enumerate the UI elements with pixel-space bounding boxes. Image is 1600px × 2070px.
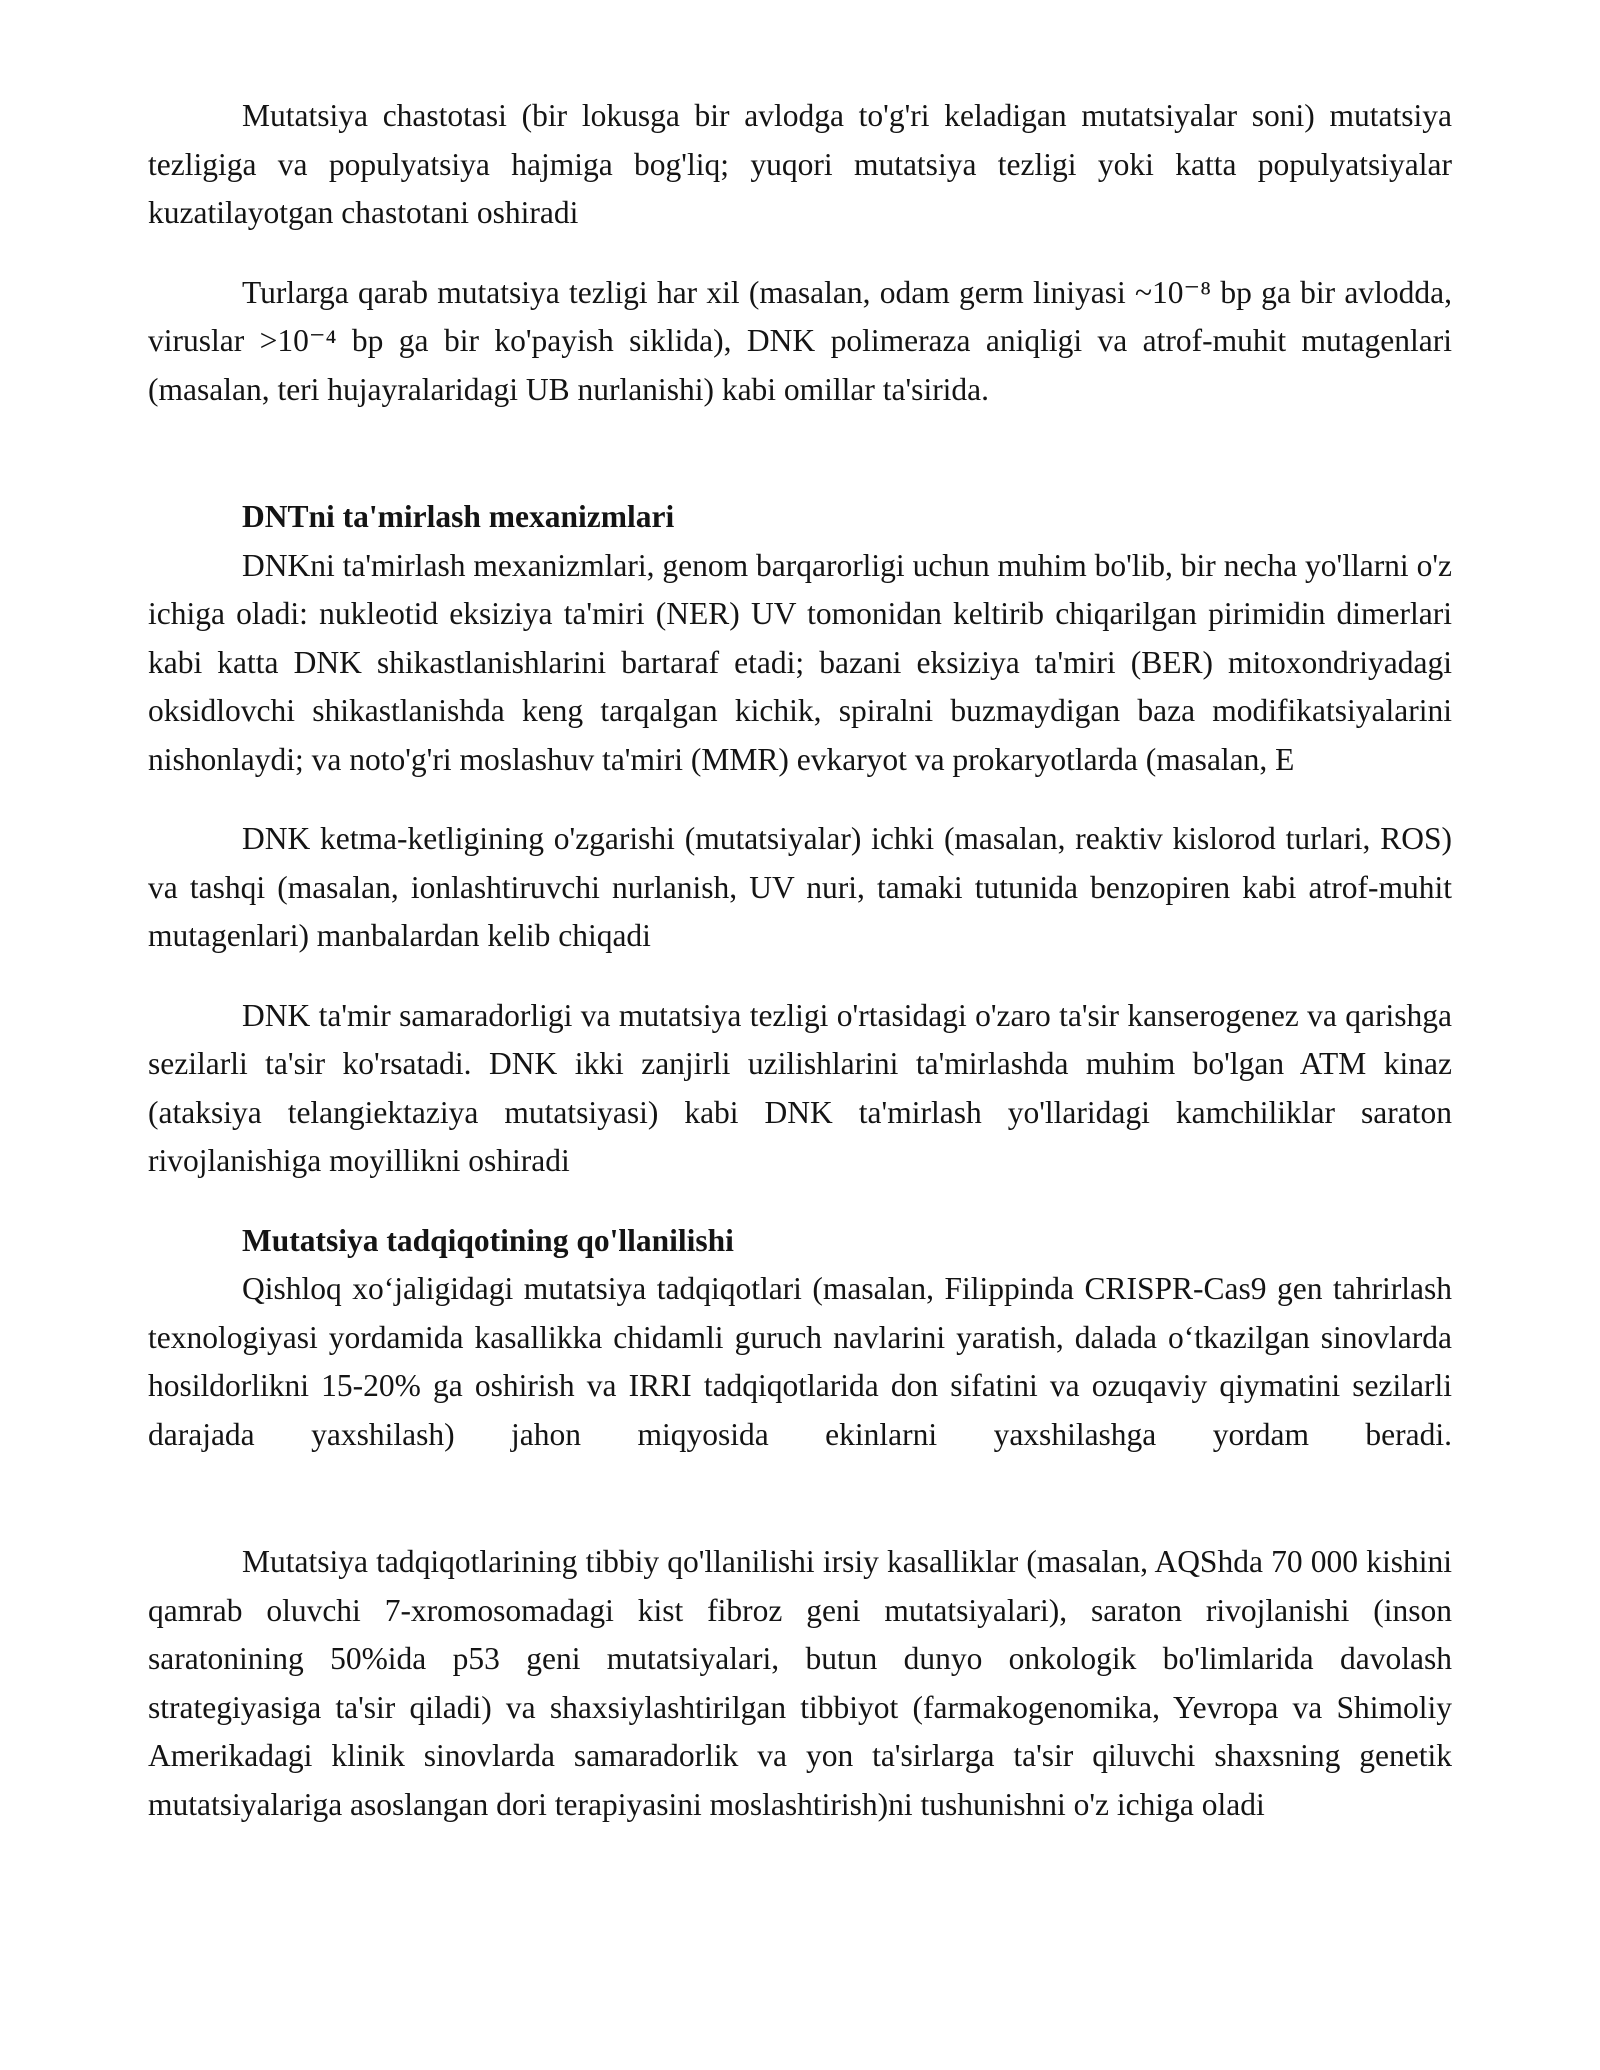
paragraph-dna-changes: DNK ketma-ketligining o'zgarishi (mutatsiyalar) ichki (masalan, reaktiv kislorod turlari, ROS) va tashqi (masalan, ionlashtiruvchi nurlanish, UV nuri, tamaki tutunida benzopiren kabi atrof-muhit mutagenlari) manbalardan kelib chiqadi <box>148 821 1452 953</box>
document-page <box>148 92 1452 1829</box>
paragraph-agriculture: Qishloq xo‘jaligidagi mutatsiya tadqiqotlari (masalan, Filippinda CRISPR-Cas9 gen tahrirlash texnologiyasi yordamida kasallikka chidamli guruch navlarini yaratish, dalada o‘tkazilgan sinovlarda hosildorlikni 15-20% ga oshirish va IRRI tadqiqotlarida don sifatini va ozuqaviy qiymatini sezilarli darajada yaxshilash) jahon miqyosida ekinlarni yaxshilashga yordam beradi. <box>148 1271 1452 1452</box>
paragraph-mutation-rate: Turlarga qarab mutatsiya tezligi har xil (masalan, odam germ liniyasi ~10⁻⁸ bp ga bir avlodda, viruslar >10⁻⁴ bp ga bir ko'payish siklida), DNK polimeraza aniqligi va atrof-muhit mutagenlari (masalan, teri hujayralaridagi UB nurlanishi) kabi omillar ta'sirida. <box>148 274 1452 407</box>
paragraph-mutation-frequency: Mutatsiya chastotasi (bir lokusga bir avlodga to'g'ri keladigan mutatsiyalar soni) mutatsiya tezligiga va populyatsiya hajmiga bog'liq; yuqori mutatsiya tezligi yoki katta populyatsiyalar kuzatilayotgan chastotani oshiradi <box>148 98 1452 230</box>
paragraph-medical-applications: Mutatsiya tadqiqotlarining tibbiy qo'llanilishi irsiy kasalliklar (masalan, AQShda 70 000 kishini qamrab oluvchi 7-xromosomadagi kist fibroz geni mutatsiyalari), saraton rivojlanishi (inson saratonining 50%ida p53 geni mutatsiyalari, butun dunyo onkologik bo'limlarida davolash strategiyasiga ta'sir qiladi) va shaxsiylashtirilgan tibbiyot (farmakogenomika, Yevropa va Shimoliy Amerikadagi klinik sinovlarda samaradorlik va yon ta'sirlarga ta'sir qiluvchi shaxsning genetik mutatsiyalariga asoslangan dori terapiyasini moslashtirish)ni tushunishni o'z ichiga oladi <box>148 1544 1452 1822</box>
paragraph-repair-mechanisms: DNKni ta'mirlash mexanizmlari, genom barqarorligi uchun muhim bo'lib, bir necha yo'llarni o'z ichiga oladi: nukleotid eksiziya ta'miri (NER) UV tomonidan keltirib chiqarilgan pirimidin dimerlari kabi katta DNK shikastlanishlarini bartaraf etadi; bazani eksiziya ta'miri (BER) mitoxondriyadagi oksidlovchi shikastlanishda keng tarqalgan kichik, spiralni buzmaydigan baza modifikatsiyalarini nishonlaydi; va noto'g'ri moslashuv ta'miri (MMR) evkaryot va prokaryotlarda (masalan, E <box>148 547 1452 777</box>
heading-dna-repair: DNTni ta'mirlash mexanizmlari <box>242 499 675 534</box>
paragraph-repair-efficiency: DNK ta'mir samaradorligi va mutatsiya tezligi o'rtasidagi o'zaro ta'sir kanserogenez va qarishga sezilarli ta'sir ko'rsatadi. DNK ikki zanjirli uzilishlarini ta'mirlashda muhim bo'lgan ATM kinaz (ataksiya telangiektaziya mutatsiyasi) kabi DNK ta'mirlash yo'llaridagi kamchiliklar saraton rivojlanishiga moyillikni oshiradi <box>148 997 1452 1178</box>
heading-research-applications: Mutatsiya tadqiqotining qo'llanilishi <box>242 1222 734 1258</box>
